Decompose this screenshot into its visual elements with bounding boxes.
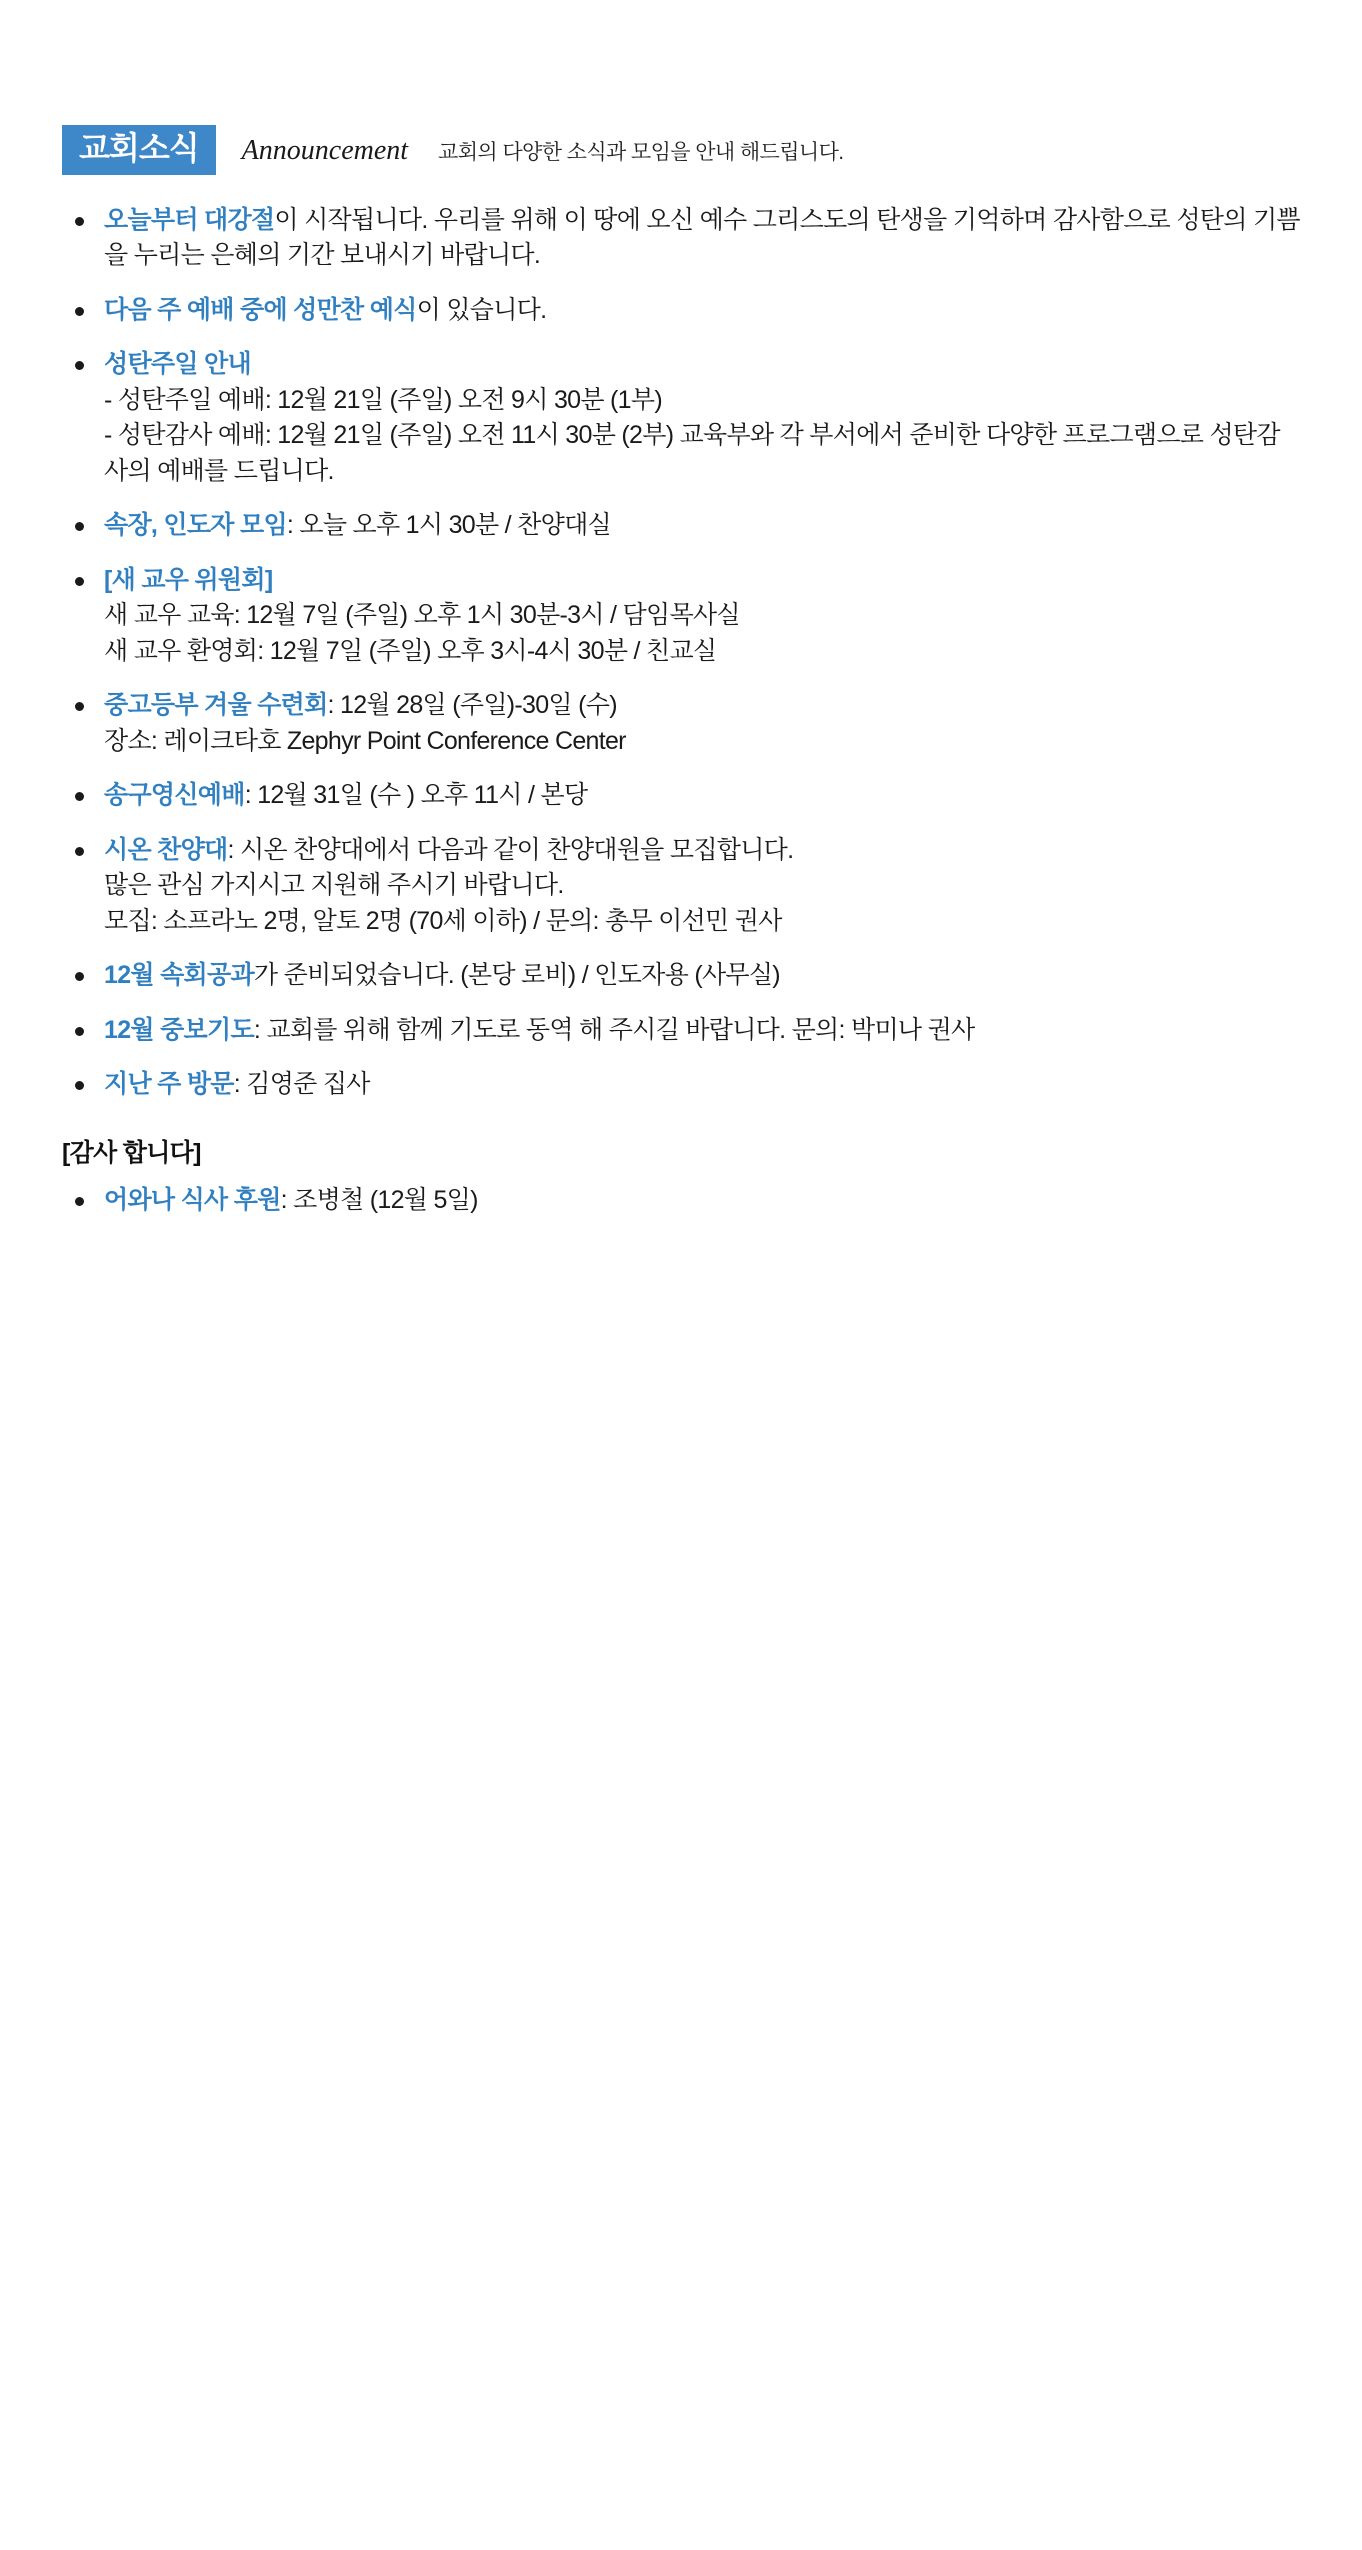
item-subline: 새 교우 환영회: 12월 7일 (주일) 오후 3시-4시 30분 / 친교실 [104,636,717,665]
list-item [62,1013,1302,1049]
section-title-badge: 교회소식 [62,125,216,175]
item-body: : 시온 찬양대에서 다음과 같이 찬양대원을 모집합니다. [227,835,794,864]
section-title-english: Announcement [241,135,409,166]
item-subline: - 성탄감사 예배: 12월 21일 (주일) 오전 11시 30분 (2부) 교육부와 각 부서에서 준비한 다양한 프로그램으로 성탄감사의 예배를 드립니다. [104,421,1280,485]
list-item [62,1067,1302,1103]
item-lead: 12월 속회공과 [104,961,254,990]
thanks-list [62,1183,1302,1219]
list-item [62,347,1302,489]
item-lead: 속장, 인도자 모임 [104,511,287,540]
item-lead: 중고등부 겨울 수련회 [104,691,328,720]
item-subline: 모집: 소프라노 2명, 알토 2명 (70세 이하) / 문의: 총무 이선민 권사 [104,906,782,935]
list-item [62,778,1302,814]
item-body: 가 준비되었습니다. (본당 로비) / 인도자용 (사무실) [253,961,780,990]
item-body: : 조병철 (12월 5일) [280,1185,478,1214]
item-lead: 성탄주일 안내 [104,350,251,379]
item-subline: 장소: 레이크타호 Zephyr Point Conference Center [104,726,626,755]
list-item [62,293,1302,329]
item-body: : 12월 28일 (주일)-30일 (수) [327,691,617,720]
list-item [62,833,1302,940]
list-item [62,203,1302,274]
list-item [62,508,1302,544]
item-subline: - 성탄주일 예배: 12월 21일 (주일) 오전 9시 30분 (1부) [104,385,662,414]
list-item [62,688,1302,759]
list-item [62,563,1302,670]
item-body: 이 시작됩니다. 우리를 위해 이 땅에 오신 예수 그리스도의 탄생을 기억하며 감사함으로 성탄의 기쁨을 누리는 은혜의 기간 보내시기 바랍니다. [104,205,1300,270]
item-lead: 어와나 식사 후원 [104,1185,281,1214]
announcement-list [62,203,1302,1103]
item-body: : 김영준 집사 [233,1070,370,1099]
list-item [62,1183,1302,1219]
item-lead: 오늘부터 대강절 [104,205,275,234]
item-lead: 다음 주 예배 중에 성만찬 예식 [104,295,417,324]
item-body: : 오늘 오후 1시 30분 / 찬양대실 [286,511,611,540]
item-body: : 교회를 위해 함께 기도로 동역 해 주시길 바랍니다. 문의: 박미나 권사 [253,1015,975,1044]
item-lead: [새 교우 위원회] [104,565,273,594]
item-body: : 12월 31일 (수 ) 오후 11시 / 본당 [244,781,588,810]
item-lead: 지난 주 방문 [104,1070,234,1099]
section-header [62,125,1302,175]
section-subtitle: 교회의 다양한 소식과 모임을 안내 해드립니다. [438,141,844,164]
item-body: 이 있습니다. [416,295,547,324]
item-lead: 송구영신예배 [104,781,245,810]
thanks-heading: [감사 합니다] [62,1138,201,1167]
list-item [62,958,1302,994]
item-lead: 시온 찬양대 [104,835,228,864]
item-subline: 많은 관심 가지시고 지원해 주시기 바랍니다. [104,871,564,900]
item-subline: 새 교우 교육: 12월 7일 (주일) 오후 1시 30분-3시 / 담임목사실 [104,601,740,630]
item-lead: 12월 중보기도 [104,1015,254,1044]
